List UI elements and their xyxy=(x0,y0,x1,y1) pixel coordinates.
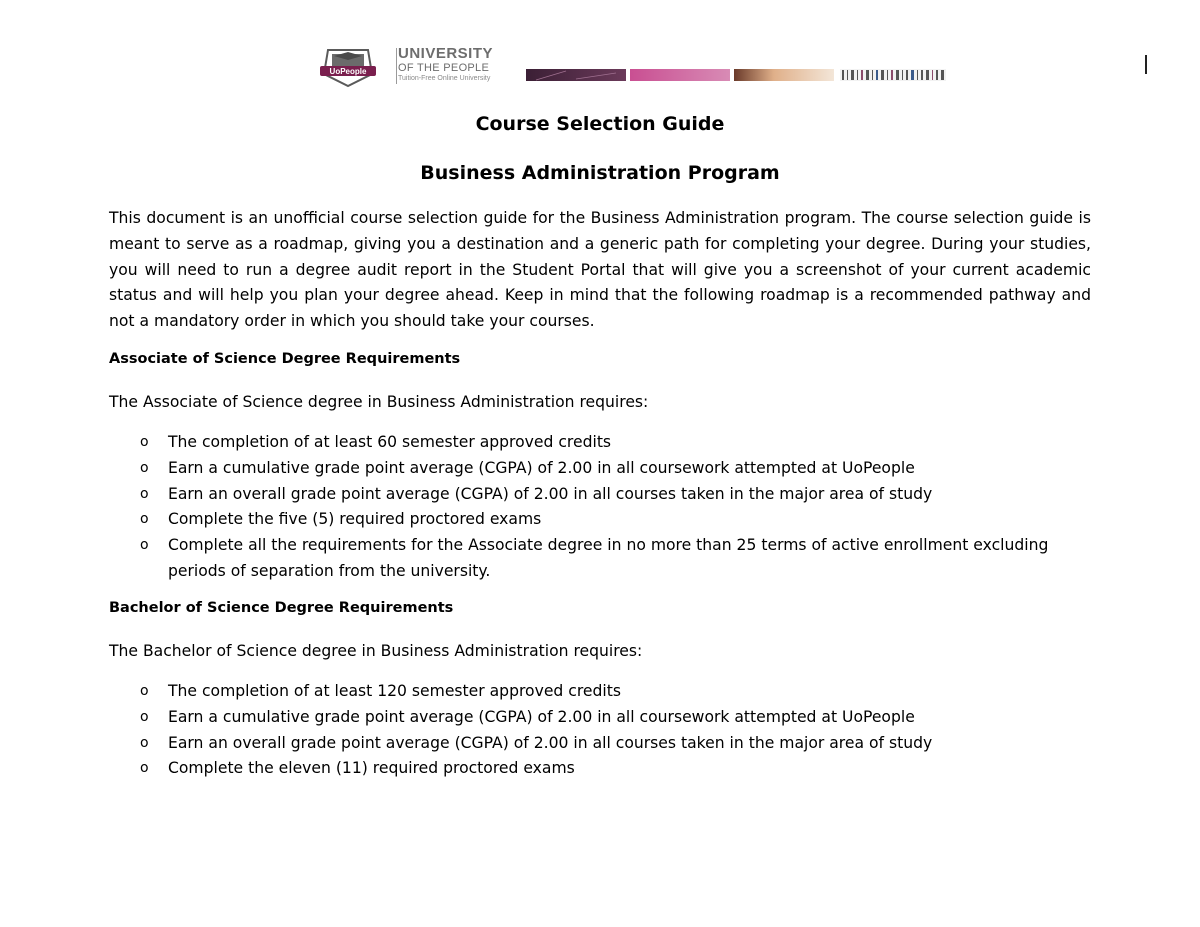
bullet-icon: o xyxy=(140,511,149,528)
associate-heading: Associate of Science Degree Requirements xyxy=(109,351,461,367)
list-item-text: Complete the five (5) required proctored exams xyxy=(168,510,542,529)
bachelor-lead: The Bachelor of Science degree in Business Administration requires: xyxy=(109,642,643,660)
logo-line-university: UNIVERSITY xyxy=(398,45,494,62)
logo-divider xyxy=(396,48,397,84)
bachelor-heading: Bachelor of Science Degree Requirements xyxy=(109,600,454,616)
list-item-text: Earn a cumulative grade point average (CGPA) of 2.00 in all coursework attempted at UoPeople xyxy=(168,707,915,726)
list-item xyxy=(140,507,1091,533)
list-item xyxy=(140,705,1091,731)
bullet-icon: o xyxy=(140,734,149,751)
list-item-text: Earn an overall grade point average (CGPA) of 2.00 in all courses taken in the major area of study xyxy=(168,484,933,503)
bullet-icon: o xyxy=(140,434,149,450)
bullet-icon: o xyxy=(140,760,149,777)
list-item xyxy=(140,756,1091,782)
page-title: Course Selection Guide xyxy=(475,113,725,135)
university-wordmark xyxy=(398,46,518,83)
list-item xyxy=(140,679,1091,705)
list-item-text: The completion of at least 60 semester approved credits xyxy=(168,433,612,451)
header-banner-image xyxy=(526,67,946,83)
document-header xyxy=(312,42,952,92)
bullet-icon: o xyxy=(140,459,149,476)
list-item-text: The completion of at least 120 semester approved credits xyxy=(168,682,621,700)
logo-line-tagline: Tuition-Free Online University xyxy=(398,75,491,82)
associate-requirements-list xyxy=(140,430,1091,585)
list-item xyxy=(140,731,1091,757)
bullet-icon: o xyxy=(140,683,149,699)
bullet-icon: o xyxy=(140,537,149,554)
bachelor-requirements-list xyxy=(140,679,1091,782)
list-item xyxy=(140,482,1091,508)
logo-badge-text: UoPeople xyxy=(329,67,367,76)
text-cursor xyxy=(1145,55,1147,74)
logo-line-of-the-people: OF THE PEOPLE xyxy=(398,62,490,74)
bullet-icon: o xyxy=(140,708,149,725)
list-item xyxy=(140,430,1091,456)
list-item-text: Complete all the requirements for the Associate degree in no more than 25 terms of active enrollment excluding periods of separation from the university. xyxy=(168,536,1049,580)
list-item-text: Complete the eleven (11) required proctored exams xyxy=(168,759,575,778)
list-item-text: Earn an overall grade point average (CGPA) of 2.00 in all courses taken in the major area of study xyxy=(168,733,933,752)
page-subtitle: Business Administration Program xyxy=(420,162,780,184)
list-item xyxy=(140,533,1091,585)
list-item xyxy=(140,456,1091,482)
intro-paragraph: This document is an unofficial course selection guide for the Business Administration program. The course selection guide is meant to serve as a roadmap, giving you a destination and a generic path for completing your degree. During your studies, you will need to run a degree audit report in the Student Portal that will give you a screenshot of your current academic status and will help you plan your degree ahead. Keep in mind that the following roadmap is a recommended pathway and not a mandatory order in which you should take your courses. xyxy=(109,209,1091,331)
uopeople-logo-icon xyxy=(314,44,382,88)
associate-lead: The Associate of Science degree in Business Administration requires: xyxy=(109,393,649,411)
list-item-text: Earn a cumulative grade point average (CGPA) of 2.00 in all coursework attempted at UoPeople xyxy=(168,458,915,477)
bullet-icon: o xyxy=(140,485,149,502)
